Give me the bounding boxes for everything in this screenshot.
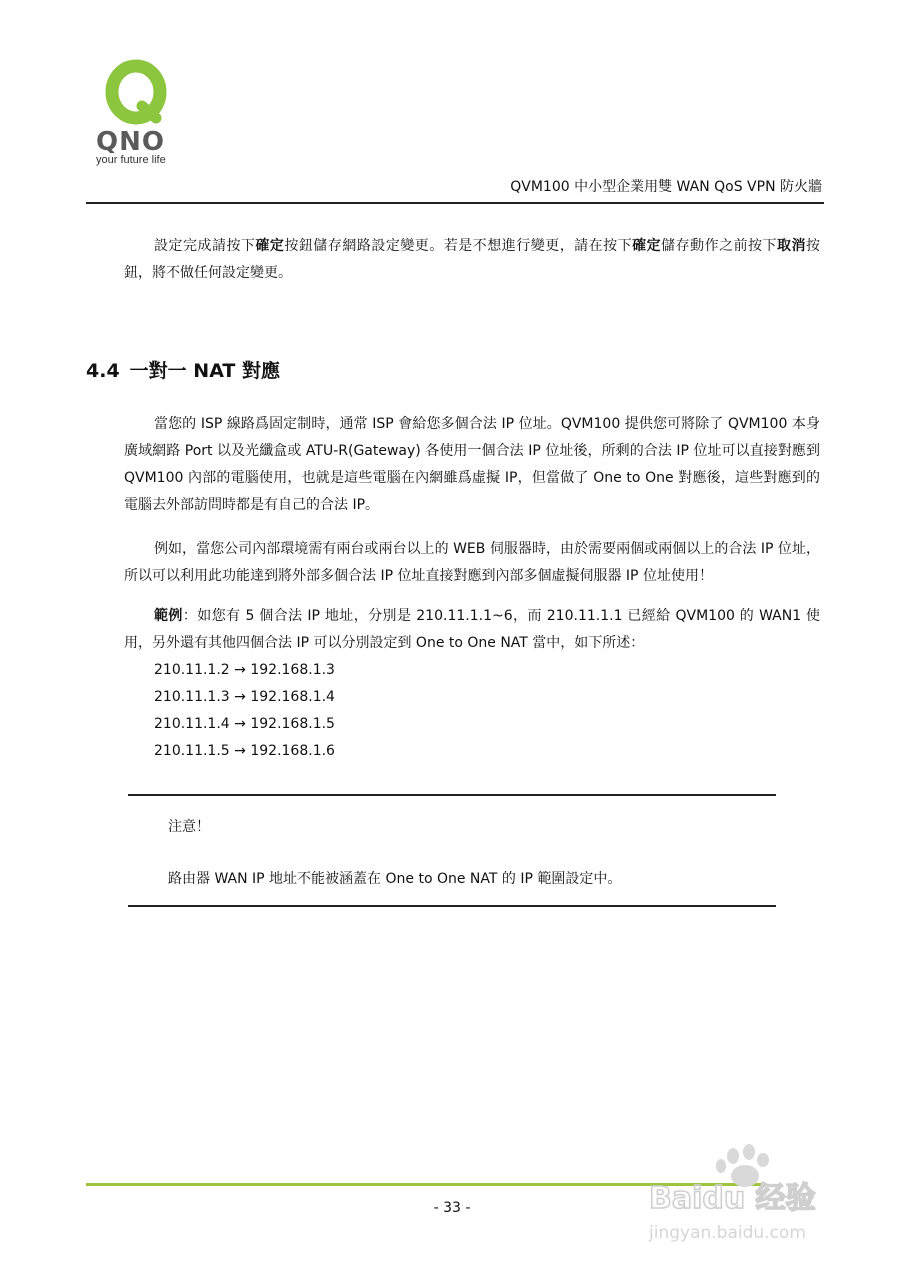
intro-bold-confirm-2: 確定: [632, 238, 662, 254]
body-paragraph-1: 當您的 ISP 線路爲固定制時，通常 ISP 會給您多個合法 IP 位址。QVM100 提供您可將除了 QVM100 本身廣域網路 Port 以及光纖盒或 ATU-R(Gateway) 各使用一個合法 IP 位址後，所剩的合法 IP 位址可以直接對應到 QVM100 內部的電腦使用，也就是這些電腦在內網雖爲虛擬 IP，但當做了 One to One 對應後，這些對應到的電腦去外部訪問時都是有自己的合法 IP。: [124, 416, 820, 513]
watermark-brand: Baidu 经验: [649, 1181, 816, 1216]
mapping-from: 210.11.1.3: [154, 689, 230, 705]
mapping-to: 192.168.1.3: [250, 662, 335, 678]
arrow-right-icon: →: [234, 716, 246, 732]
note-title: 注意！: [168, 819, 210, 835]
baidu-paw-icon: [645, 1142, 860, 1247]
mapping-to: 192.168.1.6: [250, 743, 335, 759]
mapping-from: 210.11.1.5: [154, 743, 230, 759]
mapping-to: 192.168.1.5: [250, 716, 335, 732]
header-title: QVM100 中小型企業用雙 WAN QoS VPN 防火牆: [510, 179, 822, 195]
body-paragraph-2: 例如，當您公司內部環境需有兩台或兩台以上的 WEB 伺服器時，由於需要兩個或兩個以上的合法 IP 位址，所以可以利用此功能達到將外部多個合法 IP 位址直接對應到內部多個虛擬伺服器 IP 位址使用！: [124, 541, 820, 584]
note-top-rule: [128, 794, 776, 796]
example-label: 範例: [154, 608, 183, 624]
watermark-url: jingyan.baidu.com: [649, 1223, 806, 1243]
qno-logo: [90, 58, 190, 168]
section-title: 一對一 NAT 對應: [129, 360, 280, 382]
mapping-row: [154, 689, 335, 705]
intro-text-1: 設定完成請按下: [154, 238, 256, 254]
arrow-right-icon: →: [234, 689, 246, 705]
page-number: - 33 -: [433, 1200, 471, 1216]
mapping-to: 192.168.1.4: [250, 689, 335, 705]
intro-bold-confirm-1: 確定: [255, 238, 285, 254]
section-number: 4.4: [86, 360, 120, 382]
note-bottom-rule: [128, 905, 776, 907]
logo-tagline: your future life: [96, 154, 166, 166]
intro-text-3: 儲存動作之前按下: [661, 238, 778, 254]
mapping-row: [154, 716, 335, 732]
note-text: 路由器 WAN IP 地址不能被涵蓋在 One to One NAT 的 IP 範圍設定中。: [168, 871, 622, 887]
mapping-from: 210.11.1.4: [154, 716, 230, 732]
intro-text-4: 按鈕，將不做任何設定變更。: [124, 238, 821, 281]
example-paragraph: [124, 603, 820, 657]
intro-bold-cancel: 取消: [777, 238, 807, 254]
arrow-right-icon: →: [234, 662, 246, 678]
logo-brand-text: QNO: [96, 127, 165, 153]
mapping-row: [154, 662, 335, 678]
baidu-watermark: [645, 1142, 860, 1247]
example-text: ：如您有 5 個合法 IP 地址，分別是 210.11.1.1~6，而 210.11.1.1 已經給 QVM100 的 WAN1 使用，另外還有其他四個合法 IP 可以分別設定到 One to One NAT 當中，如下所述：: [124, 608, 820, 651]
header-divider: [86, 202, 824, 204]
mapping-row: [154, 743, 335, 759]
intro-text-2: 按鈕儲存網路設定變更。若是不想進行變更，請在按下: [284, 238, 633, 254]
mapping-from: 210.11.1.2: [154, 662, 230, 678]
intro-paragraph: [124, 233, 820, 287]
arrow-right-icon: →: [234, 743, 246, 759]
qno-logo-icon: [90, 58, 190, 153]
section-heading: [86, 356, 280, 383]
